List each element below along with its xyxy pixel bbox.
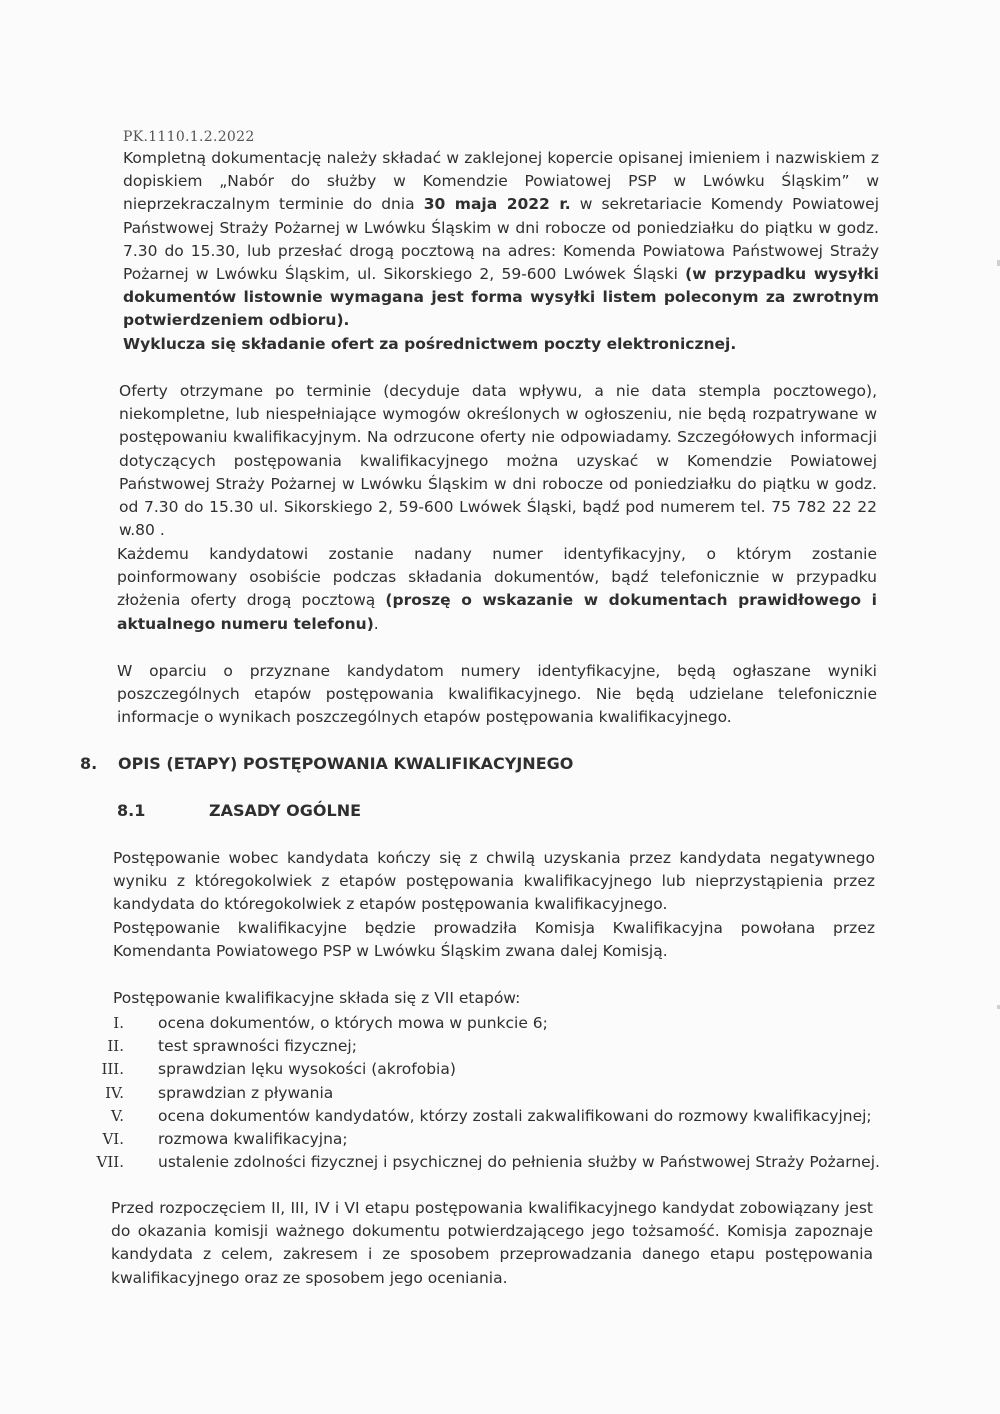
paragraph-commission: Postępowanie kwalifikacyjne będzie prowadziła Komisja Kwalifikacyjna powołana przez Komendanta Powiatowego PSP w Lwówku Śląskim zwana dalej Komisją. (113, 919, 875, 961)
paragraph-late-offers: Oferty otrzymane po terminie (decyduje data wpływu, a nie data stempla pocztowego), niekompletne, lub niespełniające wymogów określonych w ogłoszeniu, nie będą rozpatrywane w postępowaniu kwalifikacyjnym. Na odrzucone oferty nie odpowiadamy. Szczegółowych informacji dotyczących postępowania kwalifikacyjnego można uzyskać w Komendzie Powiatowej Państwowej Straży Pożarnej w Lwówku Śląskim w dni robocze od poniedziałku do piątku w godz. od 7.30 do 15.30 ul. Sikorskiego 2, 59-600 Lwówek Śląski, bądź pod numerem tel. 75 782 22 22 w.80 . (119, 382, 877, 540)
stages-list (80, 1012, 880, 1174)
reference-number: PK.1110.1.2.2022 (123, 129, 255, 145)
stage-number: I. (113, 1014, 124, 1032)
stage-text: sprawdzian lęku wysokości (akrofobia) (158, 1060, 456, 1079)
stage-number: V. (111, 1106, 124, 1125)
list-item (80, 1035, 880, 1058)
paragraph-id-number (117, 543, 877, 636)
list-item (80, 1105, 880, 1128)
paragraph-stages-intro: Postępowanie kwalifikacyjne składa się z VII etapów: (113, 989, 521, 1007)
stage-text: test sprawności fizycznej; (158, 1037, 357, 1056)
section-8-title: OPIS (ETAPY) POSTĘPOWANIA KWALIFIKACYJNEGO (118, 754, 574, 773)
id-number-text-2: . (373, 614, 379, 633)
stage-text: sprawdzian z pływania (158, 1083, 334, 1102)
paragraph-no-email: Wyklucza się składanie ofert za pośrednictwem poczty elektronicznej. (123, 335, 737, 353)
stage-text: rozmowa kwalifikacyjna; (158, 1129, 348, 1148)
stage-number: II. (107, 1037, 124, 1056)
submission-text-1: Kompletną dokumentację należy składać w zaklejonej kopercie opisanej imieniem i nazwiskiem z dopiskiem „Nabór do służby w Komendzie Powiatowej PSP w Lwówku Śląskim” w nieprzekraczalnym terminie do dnia (123, 149, 879, 214)
section-8-number: 8. (80, 754, 98, 773)
paragraph-submission (123, 147, 879, 333)
stage-number: VII. (96, 1153, 124, 1172)
submission-text-2: w sekretariacie Komendy Powiatowej Państwowej Straży Pożarnej w Lwówku Śląskim w dni robocze od poniedziałku do piątku w godz. 7.30 do 15.30, lub przesłać drogą pocztową na adres: Komenda Powiatowa Państwowej Straży Pożarnej w Lwówku Śląskim, ul. Sikorskiego 2, 59-600 Lwówek Śląski (123, 195, 880, 284)
list-item (80, 1151, 880, 1174)
section-8-1-title: ZASADY OGÓLNE (209, 801, 362, 820)
paragraph-identity-check: Przed rozpoczęciem II, III, IV i VI etapu postępowania kwalifikacyjnego kandydat zobowiązany jest do okazania komisji ważnego dokumentu potwierdzającego jego tożsamość. Komisja zapoznaje kandydata z celem, zakresem i ze sposobem przeprowadzania danego etapu postępowania kwalifikacyjnego oraz ze sposobem jego oceniania. (111, 1199, 873, 1287)
stage-number: III. (101, 1060, 124, 1079)
paragraph-results: W oparciu o przyznane kandydatom numery identyfikacyjne, będą ogłaszane wyniki poszczególnych etapów postępowania kwalifikacyjnego. Nie będą udzielane telefonicznie informacje o wynikach poszczególnych etapów postępowania kwalifikacyjnego. (117, 662, 877, 727)
id-number-text-1: Każdemu kandydatowi zostanie nadany numer identyfikacyjny, o którym zostanie poinformowany osobiście podczas składania dokumentów, bądź telefonicznie w przypadku złożenia oferty drogą pocztową (117, 545, 877, 610)
submission-deadline: 30 maja 2022 r. (423, 195, 571, 214)
list-item (80, 1082, 880, 1105)
stage-number: VI. (102, 1129, 124, 1148)
list-item (80, 1012, 880, 1035)
list-item (80, 1128, 880, 1151)
stage-number: IV. (105, 1083, 124, 1102)
paragraph-general-rules: Postępowanie wobec kandydata kończy się z chwilą uzyskania przez kandydata negatywnego wyniku z któregokolwiek z etapów postępowania kwalifikacyjnego lub nieprzystąpienia przez kandydata do któregokolwiek z etapów postępowania kwalifikacyjnego. (113, 849, 875, 914)
id-number-phone-note: (proszę o wskazanie w dokumentach prawidłowego i aktualnego numeru telefonu) (117, 591, 877, 633)
submission-mail-note: (w przypadku wysyłki dokumentów listownie wymagana jest forma wysyłki listem poleconym za zwrotnym potwierdzeniem odbioru). (123, 265, 879, 330)
stage-text: ocena dokumentów kandydatów, którzy zostali zakwalifikowani do rozmowy kwalifikacyjnej; (158, 1106, 872, 1125)
list-item (80, 1058, 880, 1081)
stage-text: ocena dokumentów, o których mowa w punkcie 6; (158, 1014, 548, 1032)
stage-text: ustalenie zdolności fizycznej i psychicznej do pełnienia służby w Państwowej Straży Pożarnej. (158, 1153, 880, 1172)
section-8-1-number: 8.1 (117, 801, 146, 820)
